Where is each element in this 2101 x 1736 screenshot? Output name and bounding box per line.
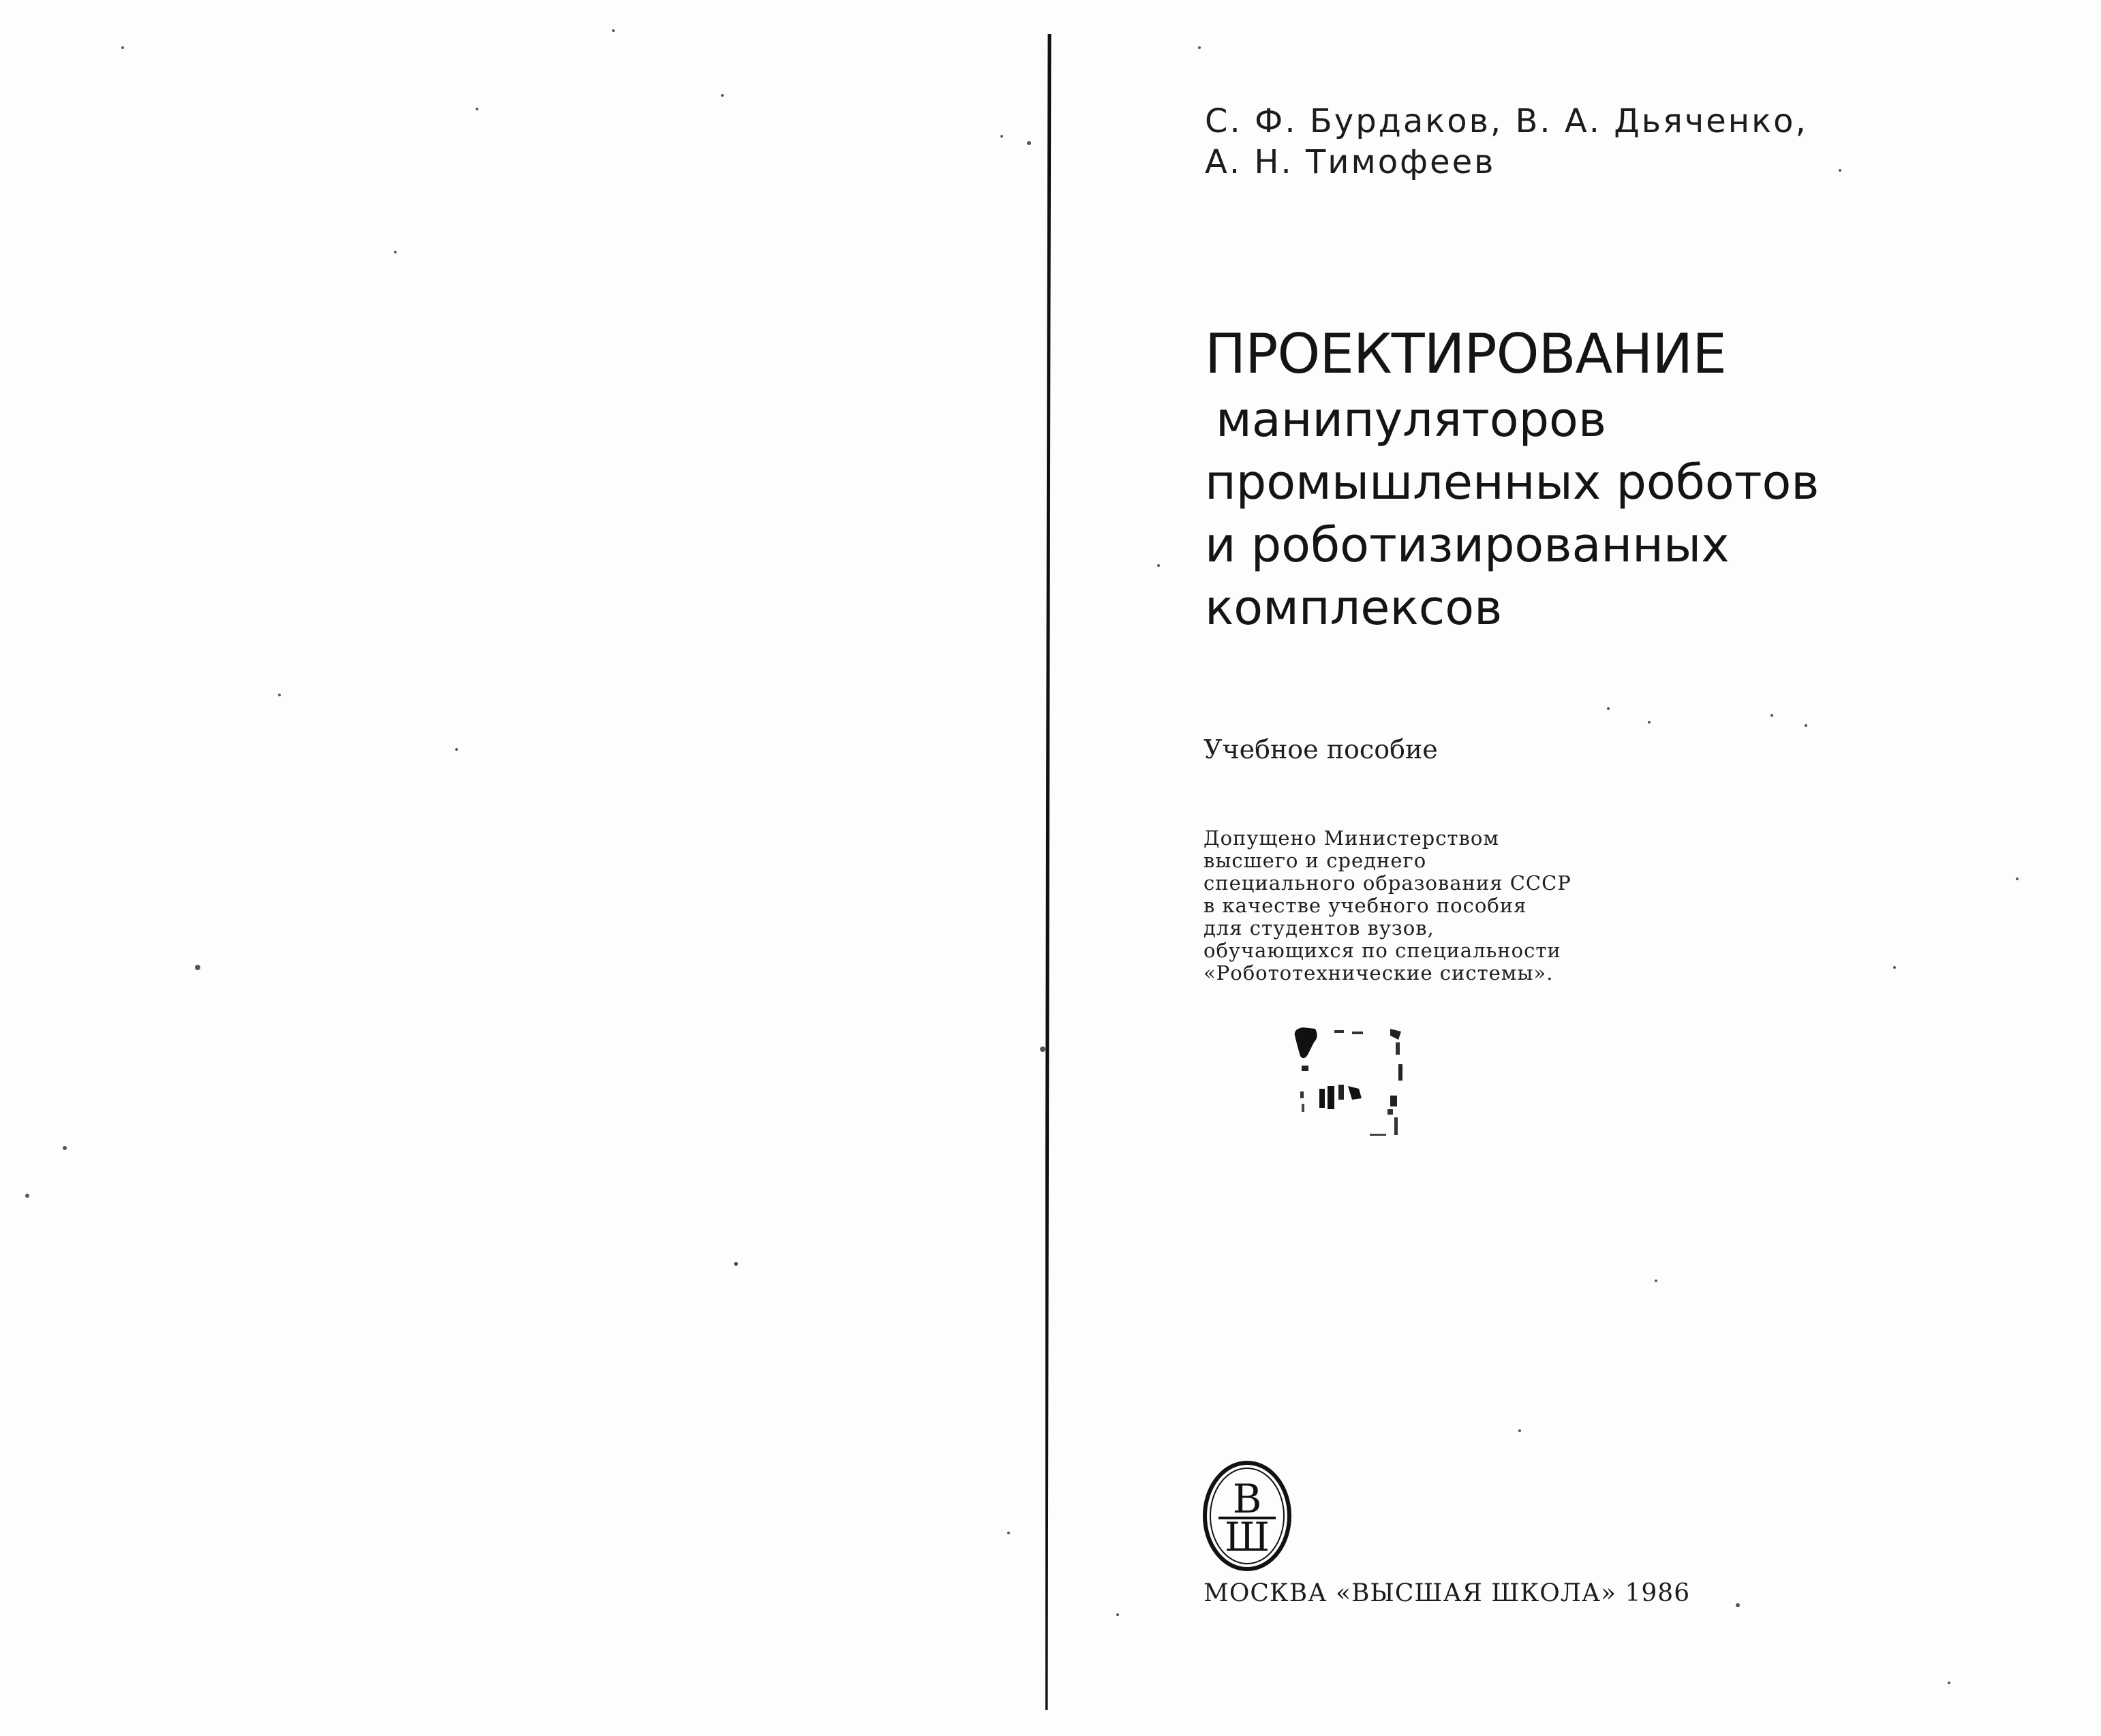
approval-line: обучающихся по специальности <box>1203 939 1561 962</box>
title-main: ПРОЕКТИРОВАНИЕ <box>1205 322 1726 386</box>
logo-letter-bottom: Ш <box>1224 1514 1270 1560</box>
approval-line: в качестве учебного пособия <box>1203 894 1527 917</box>
subtitle: Учебное пособие <box>1203 734 1438 764</box>
authors-line-1: С. Ф. Бурдаков, В. А. Дьяченко, <box>1205 102 1808 140</box>
title-line-4: и роботизированных <box>1205 517 1730 573</box>
authors-block <box>1205 101 1808 183</box>
logo-letter-top: В <box>1232 1476 1262 1522</box>
book-title <box>1205 320 1820 639</box>
vysshaya-shkola-logo-icon <box>1199 1458 1295 1574</box>
title-line-5: комплексов <box>1205 580 1503 636</box>
title-line-2: манипуляторов <box>1216 392 1607 448</box>
approval-line: высшего и среднего <box>1203 849 1427 872</box>
library-stamp-mark <box>1288 1022 1424 1145</box>
authors-line-2: А. Н. Тимофеев <box>1205 143 1496 181</box>
approval-line: Допущено Министерством <box>1203 826 1499 850</box>
book-spine-line <box>1045 34 1052 1710</box>
approval-line: специального образования СССР <box>1203 871 1571 895</box>
approval-line: для студентов вузов, <box>1203 916 1435 940</box>
approval-note <box>1203 827 1571 985</box>
approval-line: «Робототехнические системы». <box>1203 961 1554 985</box>
title-line-3: промышленных роботов <box>1205 454 1820 510</box>
publisher-imprint: МОСКВА «ВЫСШАЯ ШКОЛА» 1986 <box>1203 1579 1691 1607</box>
